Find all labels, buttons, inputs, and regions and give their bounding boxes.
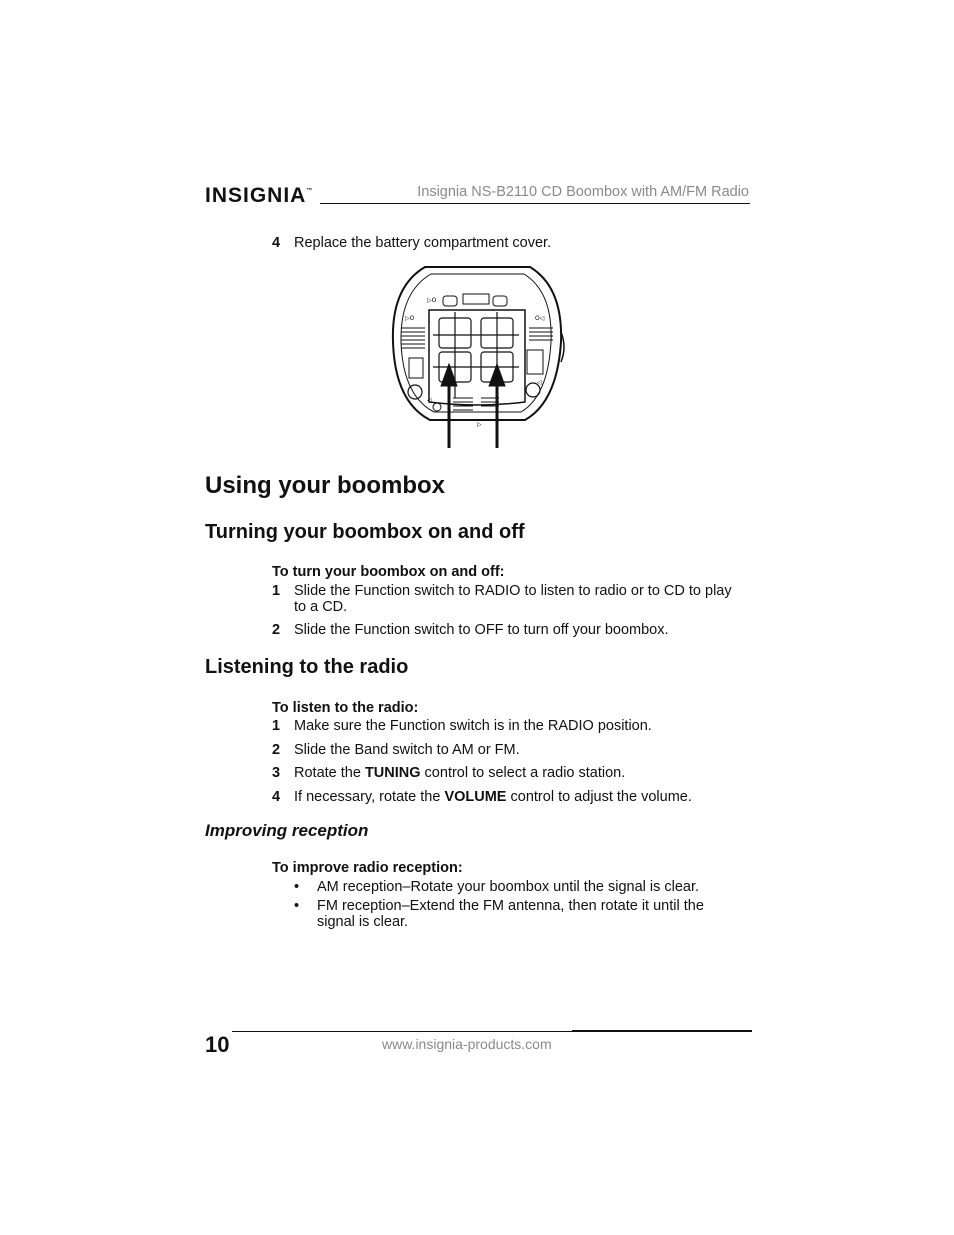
illustration-label: ▷O: [427, 297, 437, 304]
procedure-lead: To turn your boombox on and off:: [272, 564, 505, 580]
list-item: [272, 742, 742, 760]
step-number: 1: [272, 718, 281, 734]
illustration-label: ▷O: [405, 315, 415, 322]
step-text-post: control to select a radio station.: [420, 765, 626, 781]
step-text: [294, 765, 739, 781]
step-number: 2: [272, 622, 281, 638]
procedure-lead: To improve radio reception:: [272, 860, 463, 876]
bullet-glyph: •: [294, 898, 300, 914]
step-text-pre: Rotate the: [294, 765, 365, 781]
trademark-symbol: ™: [306, 188, 314, 194]
list-item: [272, 879, 742, 897]
bullet-glyph: •: [294, 879, 300, 895]
step-text: Slide the Band switch to AM or FM.: [294, 742, 520, 758]
step-text: Make sure the Function switch is in the RADIO position.: [294, 718, 652, 734]
control-name-volume: VOLUME: [444, 789, 507, 805]
brand-logo: [205, 184, 313, 208]
boombox-battery-cover-illustration-icon: [385, 262, 570, 452]
footer-divider-accent: [572, 1030, 752, 1032]
list-item: [272, 718, 742, 736]
section-title: Using your boombox: [205, 472, 445, 499]
list-item: [272, 235, 742, 253]
list-item: [272, 898, 742, 932]
page-number: 10: [205, 1032, 230, 1057]
control-name-tuning: TUNING: [364, 765, 421, 781]
list-item: [272, 765, 742, 783]
brand-name: INSIGNIA: [205, 184, 307, 207]
step-number: 2: [272, 742, 281, 758]
bullet-text: AM reception–Rotate your boombox until the signal is clear.: [317, 879, 700, 895]
step-number: 4: [272, 235, 281, 251]
subsection-title-radio: Listening to the radio: [205, 656, 409, 678]
header-divider: [320, 203, 750, 204]
step-number: 1: [272, 583, 281, 599]
step-text: [294, 789, 739, 805]
list-item: [272, 622, 742, 640]
list-item: [272, 583, 742, 617]
step-text: Replace the battery compartment cover.: [294, 235, 552, 251]
step-number: 3: [272, 765, 281, 781]
illustration-label: ◁: [537, 379, 542, 386]
bullet-text: FM reception–Extend the FM antenna, then rotate it until the signal is clear.: [317, 898, 704, 930]
illustration-label: ◁: [427, 397, 432, 404]
step-text: Slide the Function switch to OFF to turn off your boombox.: [294, 622, 669, 638]
step-number: 4: [272, 789, 281, 805]
list-item: [272, 789, 742, 807]
illustration-label: ▷: [477, 421, 482, 428]
procedure-lead: To listen to the radio:: [272, 700, 419, 716]
running-header-title: Insignia NS-B2110 CD Boombox with AM/FM Radio: [417, 184, 749, 200]
footer-url: www.insignia-products.com: [382, 1036, 552, 1052]
subsubsection-title-reception: Improving reception: [205, 821, 369, 840]
step-text-post: control to adjust the volume.: [506, 789, 692, 805]
illustration-label: O◁: [535, 315, 545, 322]
step-text-pre: If necessary, rotate the: [294, 789, 445, 805]
step-text: Slide the Function switch to RADIO to listen to radio or to CD to play to a CD.: [294, 583, 732, 615]
subsection-title-turning: Turning your boombox on and off: [205, 521, 525, 543]
